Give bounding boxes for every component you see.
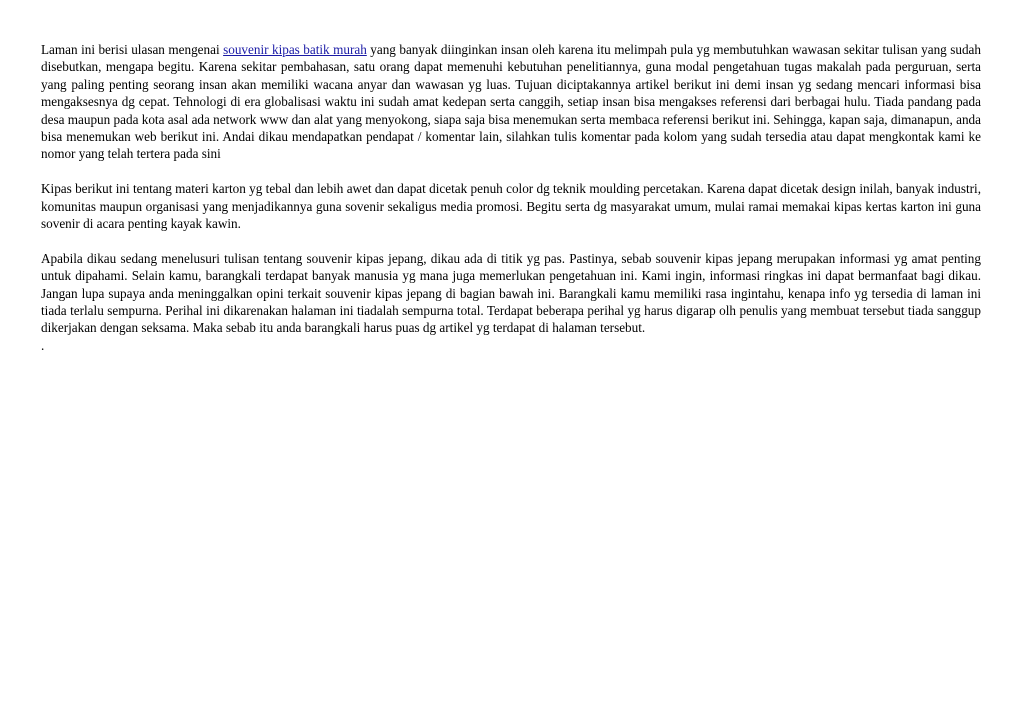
trailing-dot: .: [41, 337, 45, 353]
paragraph-kipas-karton: Kipas berikut ini tentang materi karton yg tebal dan lebih awet dan dapat dicetak penuh color dg teknik moulding percetakan. Karena dapat dicetak design inilah, banyak industri, komunitas maupun organisasi yang menjadikannya guna sovenir sekaligus media promosi. Begitu serta dg masyarakat umum, mulai ramai memakai kipas kertas karton ini guna sovenir di acara penting kayak kawin.: [41, 181, 981, 232]
paragraph-intro: [41, 41, 981, 163]
article-body: [41, 41, 981, 354]
souvenir-kipas-batik-murah-link[interactable]: souvenir kipas batik murah: [223, 42, 367, 57]
paragraph-kipas-jepang: Apabila dikau sedang menelusuri tulisan tentang souvenir kipas jepang, dikau ada di titik yg pas. Pastinya, sebab souvenir kipas jepang merupakan informasi yg amat penting untuk dipahami. Selain kamu, barangkali terdapat banyak manusia yg mana juga memerlukan pengetahuan ini. Kami ingin, informasi ringkas ini dapat bermanfaat bagi dikau. Jangan lupa supaya anda meninggalkan opini terkait souvenir kipas jepang di bagian bawah ini. Barangkali kamu memiliki rasa ingintahu, kenapa info yg tersedia di laman ini tiada terlalu sempurna. Perihal ini dikarenakan halaman ini tiadalah sempurna total. Terdapat beberapa perihal yg harus digarap olh penulis yang membuat tersebut tiada sanggup dikerjakan dengan seksama. Maka sebab itu anda barangkali harus puas dg artikel yg terdapat di halaman tersebut.: [41, 250, 981, 336]
intro-text-start: Laman ini berisi ulasan mengenai: [41, 42, 224, 57]
intro-text-end: yang banyak diinginkan insan oleh karena itu melimpah pula yg membutuhkan wawasan sekitar tulisan yang sudah disebutkan, mengapa begitu. Karena sekitar pembahasan, satu orang dapat memenuhi kebutuhan penelitiannya, guna modal pengetahuan tugas makalah pada perguruan, serta yang paling penting seorang insan akan memiliki wacana anyar dan wawasan yg luas. Tujuan diciptakannya artikel berikut ini demi insan yg sedang mencari informasi bisa mengaksesnya dg cepat. Tehnologi di era globalisasi waktu ini sudah amat kedepan serta canggih, setiap insan bisa mengakses referensi dari berbagai hulu. Tiada pandang pada desa maupun pada kota asal ada network www dan alat yang menyokong, siapa saja bisa menemukan serta membaca referensi berikut ini. Sehingga, kapan saja, dimanapun, anda bisa menemukan web berikut ini. Andai dikau mendapatkan pendapat / komentar lain, silahkan tulis komentar pada kolom yang sudah tersedia atau dapat mengkontak kami ke nomor yang telah tertera pada sini: [41, 42, 982, 162]
